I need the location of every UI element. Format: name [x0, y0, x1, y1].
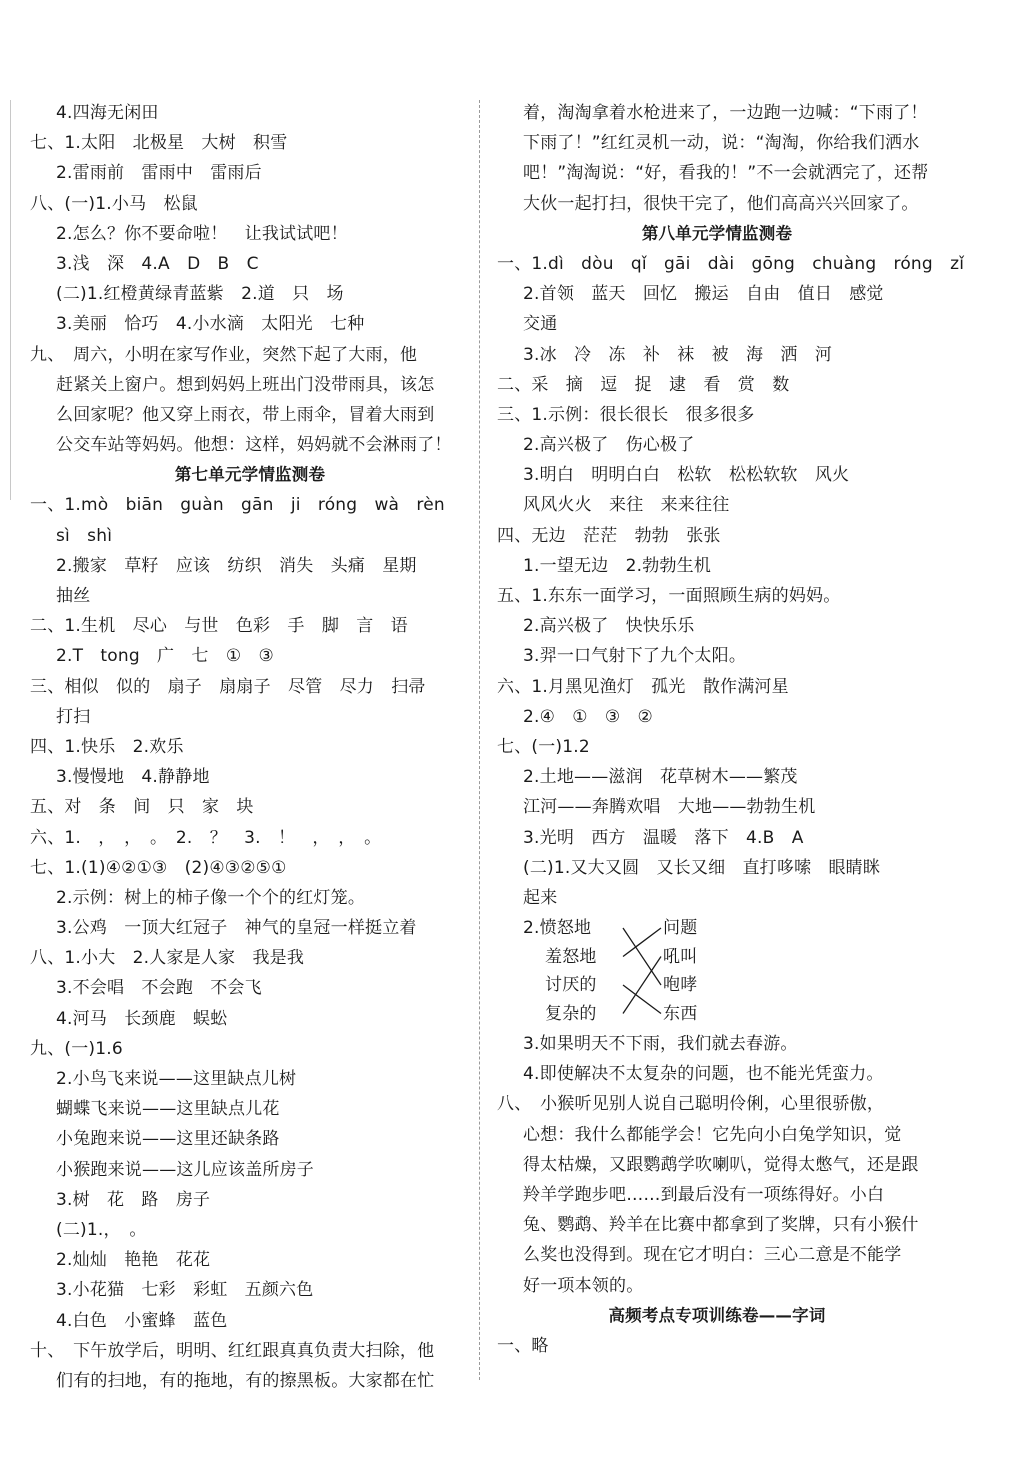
answer-line: 2.示例：树上的柿子像一个个的红灯笼。	[56, 887, 366, 908]
answer-line: 六、1.月黑见渔灯 孤光 散作满河星	[497, 676, 789, 697]
answer-line: 八、(一)1.小马 松鼠	[30, 193, 198, 214]
answer-line: 3.慢慢地 4.静静地	[56, 767, 210, 788]
answer-line: 4.四海无闲田	[56, 103, 159, 123]
binding-edge-line	[10, 100, 11, 500]
answer-line: 一、1.dì dòu qǐ gāi dài gōng chuàng róng zǐ	[497, 253, 965, 274]
answer-line: 四、无边 茫茫 勃勃 张张	[497, 525, 721, 546]
answer-line: 3.小花猫 七彩 彩虹 五颜六色	[56, 1280, 314, 1301]
answer-line: 三、1.示例：很长很长 很多很多	[497, 404, 755, 425]
answer-line: 3.浅 深 4.A D B C	[56, 253, 259, 274]
answer-line: 一、1.mò biān guàn gān ji róng wà rèn	[30, 495, 445, 516]
answer-line: 3.不会唱 不会跑 不会飞	[56, 978, 262, 999]
answer-line: 抽丝	[56, 586, 91, 606]
left-column	[30, 98, 470, 1396]
answer-line: 3.羿一口气射下了九个太阳。	[523, 646, 747, 667]
answer-line: 2.土地——滋润 花草树木——繁茂	[523, 767, 798, 788]
answer-line: 2.④ ① ③ ②	[523, 706, 653, 727]
answer-line: 4.白色 小蜜蜂 蓝色	[56, 1310, 228, 1331]
answer-line: 四、1.快乐 2.欢乐	[30, 736, 184, 757]
answer-line: 兔、鹦鹉、羚羊在比赛中都拿到了奖牌，只有小猴什	[523, 1215, 919, 1236]
answer-line: 打扫	[56, 706, 91, 727]
answer-line: 心想：我什么都能学会！它先向小白兔学知识，觉	[523, 1124, 902, 1145]
answer-line: 1.一望无边 2.勃勃生机	[523, 555, 712, 576]
answer-line: 小兔跑来说——这里还缺条路	[56, 1129, 280, 1150]
answer-line: 4.即使解决不太复杂的问题，也不能光凭蛮力。	[523, 1064, 884, 1085]
answer-line: 大伙一起打扫，很快干完了，他们高高兴兴回家了。	[523, 193, 919, 214]
match-right-word: 吼叫	[663, 946, 698, 967]
right-section-a	[497, 98, 965, 913]
match-connector-line	[623, 957, 661, 1014]
match-left-word: 2.愤怒地	[523, 918, 592, 939]
answer-line: 七、(一)1.2	[497, 736, 590, 757]
answer-line: 么回家呢？他又穿上雨衣，带上雨伞，冒着大雨到	[56, 404, 435, 425]
answer-line: 二、采 摘 逗 捉 逮 看 赏 数	[497, 374, 790, 395]
answer-line: 2.首领 蓝天 回忆 搬运 自由 值日 感觉	[523, 284, 884, 305]
right-column	[497, 98, 965, 1361]
answer-line: 2.灿灿 艳艳 花花	[56, 1250, 211, 1271]
matching-exercise	[497, 913, 937, 1029]
answer-line: 九、 周六，小明在家写作业，突然下起了大雨，他	[30, 344, 418, 365]
answer-line: 交通	[523, 314, 558, 335]
answer-line: (二)1.又大又圆 又长又细 直打哆嗦 眼睛眯	[523, 857, 881, 878]
answer-line: 二、1.生机 尽心 与世 色彩 手 脚 言 语	[30, 616, 408, 637]
answer-line: 五、对 条 间 只 家 块	[30, 797, 254, 818]
answer-line: 六、1. ， ， 。 2. ？ 3. ！ ， ， 。	[30, 827, 382, 848]
answer-line: 么奖也没得到。现在它才明白：三心二意是不能学	[523, 1245, 902, 1266]
answer-line: 4.河马 长颈鹿 蜈蚣	[56, 1008, 228, 1029]
match-connector-line	[623, 928, 661, 985]
answer-line: 七、1.(1)④②①③ (2)④③②⑤①	[30, 857, 287, 878]
section-heading: 高频考点专项训练卷——字词	[608, 1305, 826, 1325]
answer-line: 三、相似 似的 扇子 扇扇子 尽管 尽力 扫帚	[30, 676, 426, 697]
answer-line: 赶紧关上窗户。想到妈妈上班出门没带雨具，该怎	[56, 374, 435, 395]
answer-line: 九、(一)1.6	[30, 1038, 123, 1059]
match-left-word: 羞怒地	[545, 946, 597, 967]
match-left-word: 复杂的	[545, 1003, 597, 1024]
match-connector-line	[623, 928, 661, 957]
answer-line: 3.美丽 恰巧 4.小水滴 太阳光 七种	[56, 314, 365, 335]
answer-line: 十、 下午放学后，明明、红红跟真真负责大扫除，他	[30, 1340, 435, 1361]
answer-line: 2.小鸟飞来说——这里缺点儿树	[56, 1069, 297, 1089]
answer-line: 吧！”淘淘说：“好，看我的！”不一会就洒完了，还帮	[523, 163, 929, 184]
answer-line: 一、略	[497, 1335, 549, 1356]
answer-line: 2.雷雨前 雷雨中 雷雨后	[56, 163, 262, 184]
answer-line: 2.搬家 草籽 应该 纺织 消失 头痛 星期	[56, 555, 417, 576]
answer-line: 3.冰 冷 冻 补 袜 被 海 洒 河	[523, 344, 833, 365]
answer-line: 3.树 花 路 房子	[56, 1189, 211, 1210]
answer-line: 小猴跑来说——这儿应该盖所房子	[56, 1159, 314, 1180]
match-connector-line	[623, 985, 661, 1014]
answer-line: 2.高兴极了 快快乐乐	[523, 616, 695, 637]
answer-line: 3.明白 明明白白 松软 松松软软 风火	[523, 465, 850, 486]
answer-line: 得太枯燥，又跟鹦鹉学吹喇叭，觉得太憋气，还是跟	[523, 1154, 919, 1175]
column-divider	[479, 100, 480, 1380]
answer-line: 七、1.太阳 北极星 大树 积雪	[30, 133, 288, 154]
section-heading: 第七单元学情监测卷	[174, 465, 326, 485]
answer-line: (二)1.， 。	[56, 1219, 147, 1240]
answer-line: 3.公鸡 一顶大红冠子 神气的皇冠一样挺立着	[56, 918, 417, 939]
match-right-word: 咆哮	[663, 975, 698, 996]
answer-line: 3.如果明天不下雨，我们就去春游。	[523, 1034, 798, 1055]
match-right-word: 问题	[663, 918, 698, 939]
answer-line: 2.怎么？你不要命啦！ 让我试试吧！	[56, 223, 348, 244]
answer-line: 八、1.小大 2.人家是人家 我是我	[30, 948, 305, 969]
answer-line: sì shì	[56, 525, 113, 546]
answer-line: 起来	[523, 887, 558, 908]
section-heading: 第八单元学情监测卷	[641, 223, 793, 243]
answer-line: (二)1.红橙黄绿青蓝紫 2.道 只 场	[56, 284, 344, 305]
answer-line: 八、 小猴听见别人说自己聪明伶俐，心里很骄傲，	[497, 1094, 885, 1115]
answer-line: 好一项本领的。	[523, 1275, 644, 1296]
match-left-word: 讨厌的	[545, 975, 597, 996]
answer-line: 下雨了！”红红灵机一动，说：“淘淘，你给我们洒水	[523, 133, 920, 154]
answer-line: 公交车站等妈妈。他想：这样，妈妈就不会淋雨了！	[56, 435, 452, 456]
answer-line: 风风火火 来往 来来往往	[523, 495, 730, 516]
answer-line: 们有的扫地，有的拖地，有的擦黑板。大家都在忙	[56, 1370, 435, 1391]
answer-line: 羚羊学跑步吧……到最后没有一项练得好。小白	[523, 1185, 885, 1205]
answer-line: 3.光明 西方 温暖 落下 4.B A	[523, 827, 804, 848]
answer-line: 蝴蝶飞来说——这里缺点儿花	[56, 1099, 280, 1120]
right-section-b	[497, 1029, 937, 1361]
answer-line: 着，淘淘拿着水枪进来了，一边跑一边喊：“下雨了！	[523, 103, 928, 123]
answer-line: 五、1.东东一面学习，一面照顾生病的妈妈。	[497, 586, 841, 606]
answer-line: 2.T tong 广 七 ① ③	[56, 646, 274, 667]
answer-line: 2.高兴极了 伤心极了	[523, 435, 695, 456]
answer-line: 江河——奔腾欢唱 大地——勃勃生机	[523, 797, 816, 818]
match-right-word: 东西	[663, 1003, 698, 1024]
